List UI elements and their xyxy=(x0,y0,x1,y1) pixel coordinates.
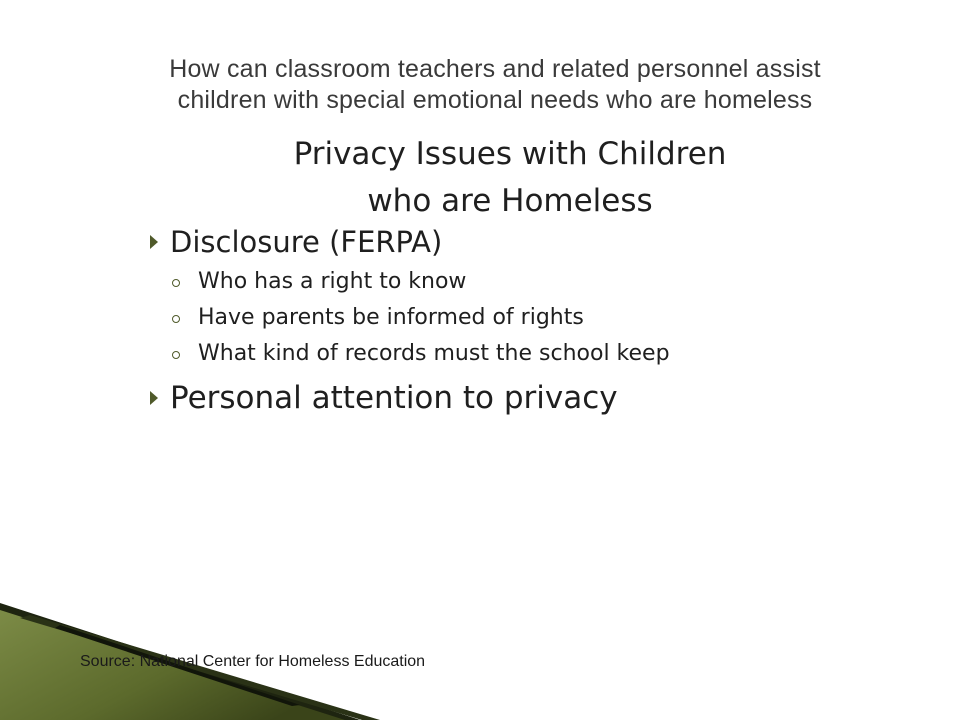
ring-bullet-icon xyxy=(172,351,180,359)
source-citation: Source: National Center for Homeless Education xyxy=(80,653,426,670)
sub-bullet-item xyxy=(150,264,910,300)
sub-bullet-label: What kind of records must the school keep xyxy=(198,341,670,366)
sub-bullet-item xyxy=(150,336,910,372)
sub-bullet-label: Have parents be informed of rights xyxy=(198,305,584,330)
title-line-2: children with special emotional needs who are homeless xyxy=(177,86,813,114)
ring-bullet-icon xyxy=(172,279,180,287)
ring-bullet-icon xyxy=(172,315,180,323)
arrow-bullet-icon xyxy=(150,235,158,249)
section-heading xyxy=(160,131,860,225)
bullet-label: Disclosure (FERPA) xyxy=(170,225,443,259)
sub-bullet-item xyxy=(150,300,910,336)
bullet-item xyxy=(150,378,910,418)
bullet-label: Personal attention to privacy xyxy=(170,380,618,416)
sub-bullet-label: Who has a right to know xyxy=(198,269,467,294)
slide-title xyxy=(100,54,890,116)
bullet-list xyxy=(150,222,910,418)
heading-line-1: Privacy Issues with Children xyxy=(293,136,727,172)
arrow-bullet-icon xyxy=(150,391,158,405)
heading-line-2: who are Homeless xyxy=(367,183,653,219)
bullet-item xyxy=(150,222,910,262)
title-line-1: How can classroom teachers and related personnel assist xyxy=(169,55,821,83)
